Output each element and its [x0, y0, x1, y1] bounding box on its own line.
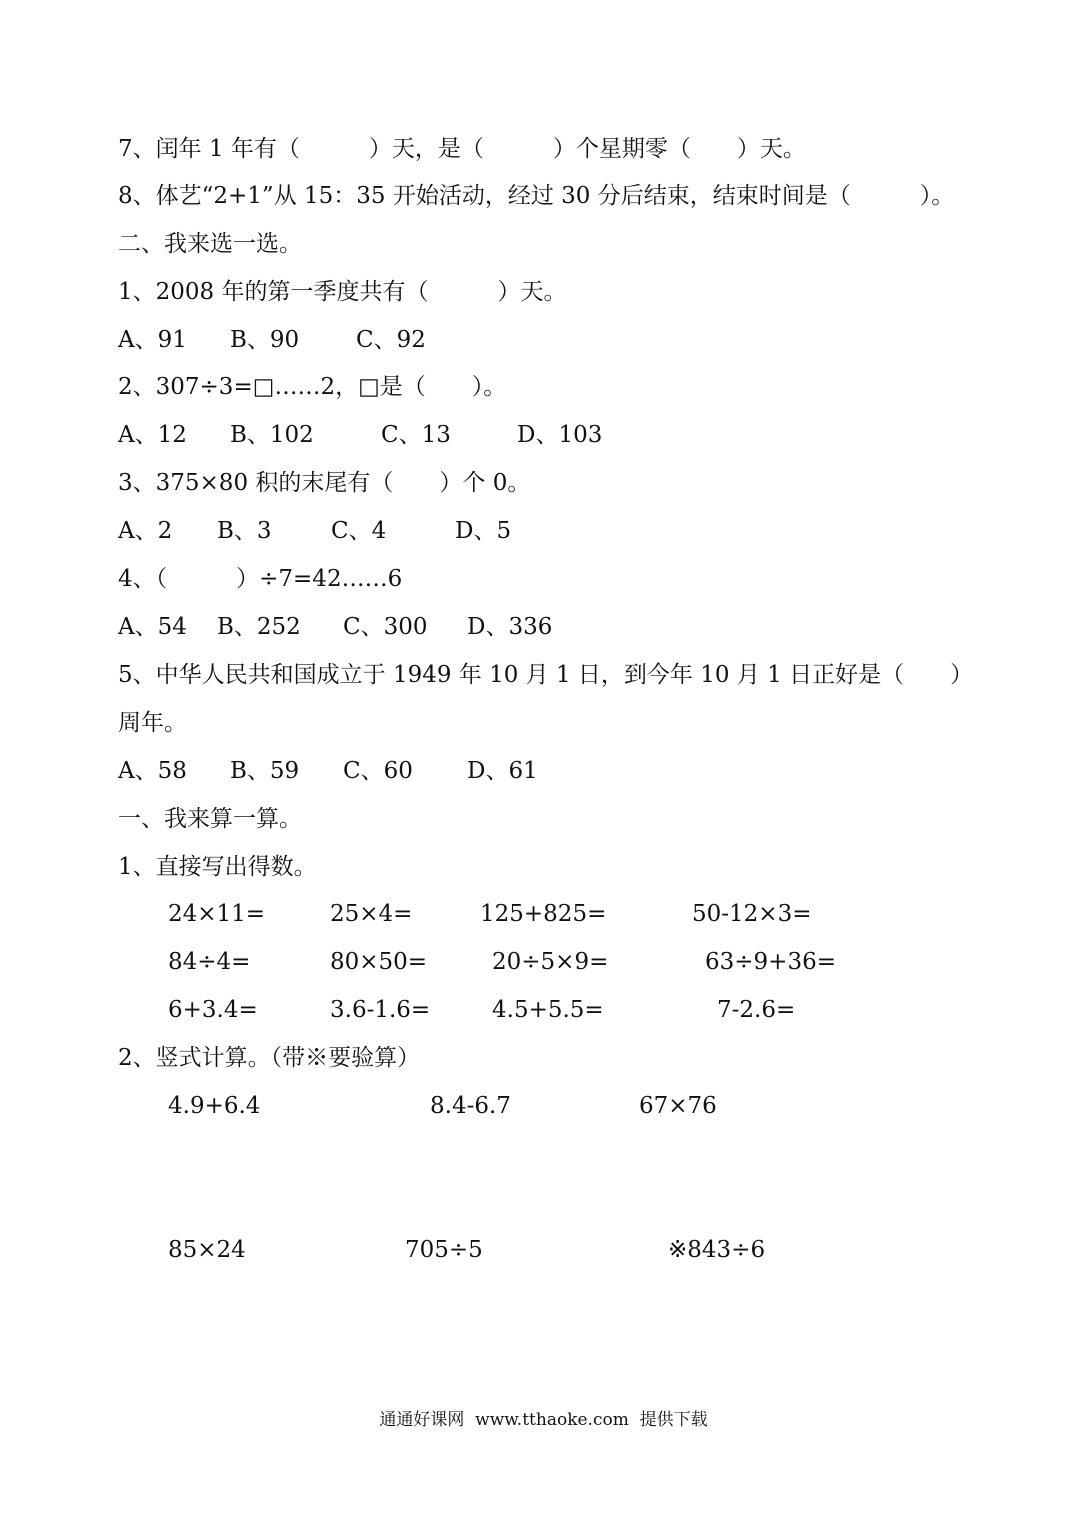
calc-item: 20÷5×9= — [492, 949, 609, 975]
vertical-calc-item: 4.9+6.4 — [168, 1093, 261, 1119]
choice-question-4: 4、（ ）÷7=42……6 — [118, 566, 403, 592]
choice-option: A、12 — [118, 422, 187, 448]
choice-option: B、252 — [217, 614, 301, 640]
choice-option: B、102 — [230, 422, 314, 448]
choice-option: C、300 — [343, 614, 428, 640]
calc-item: 84÷4= — [168, 949, 251, 975]
calc-item: 63÷9+36= — [705, 949, 836, 975]
choice-question-3: 3、375×80 积的末尾有（ ）个 0。 — [118, 470, 531, 496]
calc-item: 50-12×3= — [692, 901, 812, 927]
calc-item: 80×50= — [330, 949, 428, 975]
choice-option: D、336 — [467, 614, 553, 640]
choice-question-1: 1、2008 年的第一季度共有（ ）天。 — [118, 279, 567, 305]
vertical-calc-item: 67×76 — [639, 1093, 717, 1119]
choice-option: C、60 — [343, 758, 413, 784]
choice-option: D、103 — [517, 422, 603, 448]
vertical-calc-item: ※843÷6 — [668, 1237, 766, 1263]
choice-question-2: 2、307÷3=□……2，□是（ ）。 — [118, 374, 507, 400]
footer-text: 通通好课网 www.tthaoke.com 提供下载 — [379, 1410, 708, 1430]
choice-option: B、59 — [230, 758, 300, 784]
calc-item: 4.5+5.5= — [492, 997, 604, 1023]
choice-option: A、54 — [118, 614, 187, 640]
calc-item: 6+3.4= — [168, 997, 258, 1023]
choice-option: B、3 — [217, 518, 272, 544]
section-heading-choose: 二、我来选一选。 — [118, 231, 302, 257]
calc-question-2-title: 2、竖式计算。（带※要验算） — [118, 1045, 421, 1071]
calc-item: 25×4= — [330, 901, 413, 927]
question-7: 7、闰年 1 年有（ ）天，是（ ）个星期零（ ）天。 — [118, 136, 806, 162]
choice-option: C、13 — [381, 422, 451, 448]
calc-item: 125+825= — [480, 901, 607, 927]
choice-option: B、90 — [230, 327, 300, 353]
calc-item: 7-2.6= — [717, 997, 796, 1023]
section-heading-calc: 一、我来算一算。 — [118, 806, 302, 832]
calc-item: 24×11= — [168, 901, 266, 927]
choice-question-5-line2: 周年。 — [118, 710, 187, 736]
vertical-calc-item: 705÷5 — [405, 1237, 483, 1263]
choice-option: D、61 — [467, 758, 538, 784]
calc-question-1-title: 1、直接写出得数。 — [118, 854, 317, 880]
question-8: 8、体艺“2+1”从 15：35 开始活动，经过 30 分后结束，结束时间是（ ）。 — [118, 183, 955, 209]
choice-question-5-line1: 5、中华人民共和国成立于 1949 年 10 月 1 日，到今年 10 月 1 日正好是（ ） — [118, 662, 974, 688]
choice-option: A、91 — [118, 327, 187, 353]
choice-option: A、2 — [118, 518, 173, 544]
choice-option: C、4 — [331, 518, 387, 544]
choice-option: C、92 — [356, 327, 426, 353]
choice-option: A、58 — [118, 758, 187, 784]
choice-option: D、5 — [455, 518, 512, 544]
vertical-calc-item: 8.4-6.7 — [430, 1093, 511, 1119]
vertical-calc-item: 85×24 — [168, 1237, 246, 1263]
calc-item: 3.6-1.6= — [330, 997, 431, 1023]
